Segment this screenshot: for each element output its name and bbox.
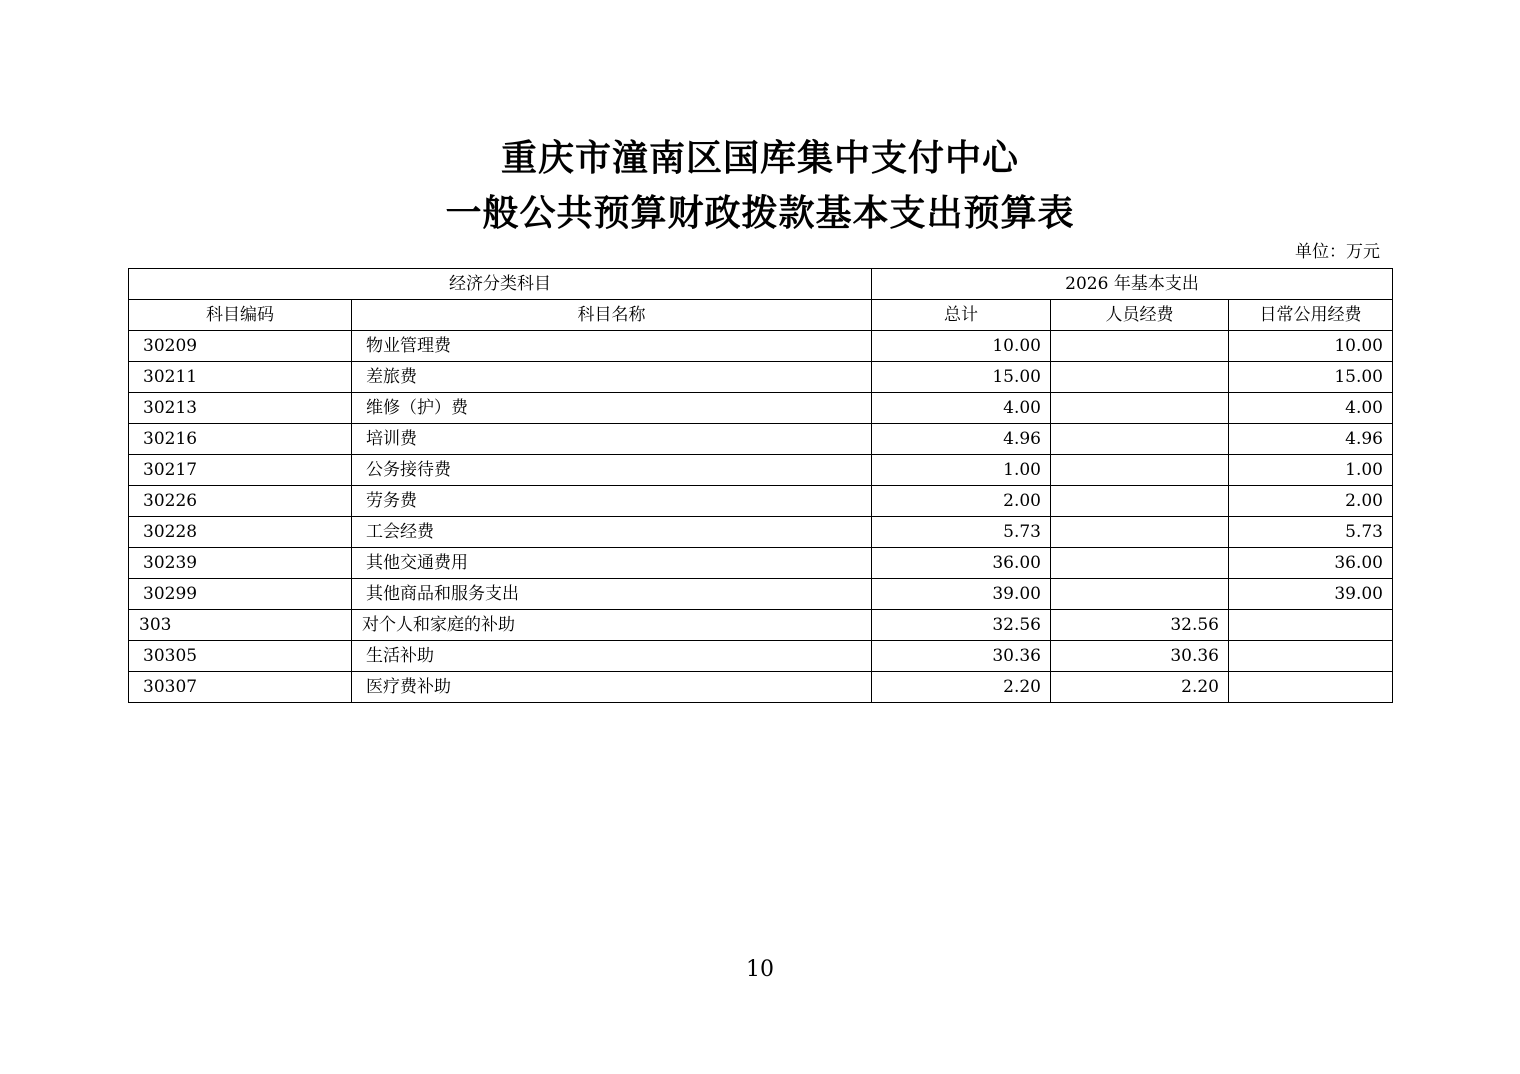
column-header-total: 总计 xyxy=(872,300,1051,331)
table-column-header-row xyxy=(129,300,1393,331)
cell-total: 4.00 xyxy=(872,393,1051,424)
cell-total: 2.20 xyxy=(872,672,1051,703)
table-row xyxy=(129,362,1393,393)
table-row xyxy=(129,331,1393,362)
table-row xyxy=(129,455,1393,486)
cell-personnel: 32.56 xyxy=(1051,610,1229,641)
cell-code: 30305 xyxy=(129,641,352,672)
cell-name: 医疗费补助 xyxy=(352,672,872,703)
cell-public: 2.00 xyxy=(1229,486,1393,517)
page-title-line2: 一般公共预算财政拨款基本支出预算表 xyxy=(445,192,1075,234)
cell-personnel xyxy=(1051,331,1229,362)
cell-name: 生活补助 xyxy=(352,641,872,672)
cell-personnel: 30.36 xyxy=(1051,641,1229,672)
cell-total: 32.56 xyxy=(872,610,1051,641)
cell-name: 其他交通费用 xyxy=(352,548,872,579)
cell-name: 劳务费 xyxy=(352,486,872,517)
unit-label: 单位：万元 xyxy=(1295,242,1380,262)
cell-total: 39.00 xyxy=(872,579,1051,610)
cell-personnel xyxy=(1051,517,1229,548)
cell-personnel xyxy=(1051,579,1229,610)
cell-public: 1.00 xyxy=(1229,455,1393,486)
cell-name: 工会经费 xyxy=(352,517,872,548)
table-row xyxy=(129,548,1393,579)
cell-public: 5.73 xyxy=(1229,517,1393,548)
table-row xyxy=(129,579,1393,610)
cell-public xyxy=(1229,672,1393,703)
cell-public: 4.00 xyxy=(1229,393,1393,424)
table-row xyxy=(129,672,1393,703)
cell-name: 公务接待费 xyxy=(352,455,872,486)
column-header-code: 科目编码 xyxy=(129,300,352,331)
page-number: 10 xyxy=(746,957,774,982)
table-row xyxy=(129,424,1393,455)
budget-table xyxy=(128,268,1393,703)
table-row xyxy=(129,517,1393,548)
cell-total: 10.00 xyxy=(872,331,1051,362)
cell-public xyxy=(1229,610,1393,641)
cell-total: 30.36 xyxy=(872,641,1051,672)
cell-code: 30228 xyxy=(129,517,352,548)
cell-total: 4.96 xyxy=(872,424,1051,455)
cell-public: 36.00 xyxy=(1229,548,1393,579)
cell-name: 物业管理费 xyxy=(352,331,872,362)
column-header-personnel: 人员经费 xyxy=(1051,300,1229,331)
cell-personnel xyxy=(1051,548,1229,579)
cell-code: 30226 xyxy=(129,486,352,517)
cell-public: 39.00 xyxy=(1229,579,1393,610)
cell-code: 30211 xyxy=(129,362,352,393)
cell-personnel xyxy=(1051,393,1229,424)
cell-name: 差旅费 xyxy=(352,362,872,393)
table-row xyxy=(129,610,1393,641)
cell-name: 其他商品和服务支出 xyxy=(352,579,872,610)
table-row xyxy=(129,641,1393,672)
table-row xyxy=(129,393,1393,424)
cell-code: 30217 xyxy=(129,455,352,486)
cell-name: 维修（护）费 xyxy=(352,393,872,424)
cell-public xyxy=(1229,641,1393,672)
cell-total: 15.00 xyxy=(872,362,1051,393)
cell-code: 30307 xyxy=(129,672,352,703)
cell-total: 1.00 xyxy=(872,455,1051,486)
cell-code: 303 xyxy=(129,610,352,641)
cell-public: 10.00 xyxy=(1229,331,1393,362)
cell-code: 30299 xyxy=(129,579,352,610)
cell-personnel: 2.20 xyxy=(1051,672,1229,703)
page-title-line1: 重庆市潼南区国库集中支付中心 xyxy=(500,137,1019,179)
table-group-header-row xyxy=(129,269,1393,300)
cell-code: 30216 xyxy=(129,424,352,455)
column-header-name: 科目名称 xyxy=(352,300,872,331)
cell-personnel xyxy=(1051,424,1229,455)
table-row xyxy=(129,486,1393,517)
cell-total: 5.73 xyxy=(872,517,1051,548)
cell-code: 30213 xyxy=(129,393,352,424)
cell-name: 对个人和家庭的补助 xyxy=(352,610,872,641)
cell-total: 36.00 xyxy=(872,548,1051,579)
cell-code: 30209 xyxy=(129,331,352,362)
cell-public: 4.96 xyxy=(1229,424,1393,455)
cell-personnel xyxy=(1051,486,1229,517)
cell-total: 2.00 xyxy=(872,486,1051,517)
cell-public: 15.00 xyxy=(1229,362,1393,393)
column-header-public: 日常公用经费 xyxy=(1229,300,1393,331)
cell-personnel xyxy=(1051,362,1229,393)
group-header-basic-expenditure: 2026 年基本支出 xyxy=(872,269,1393,300)
group-header-economic-classification: 经济分类科目 xyxy=(129,269,872,300)
cell-name: 培训费 xyxy=(352,424,872,455)
cell-code: 30239 xyxy=(129,548,352,579)
cell-personnel xyxy=(1051,455,1229,486)
